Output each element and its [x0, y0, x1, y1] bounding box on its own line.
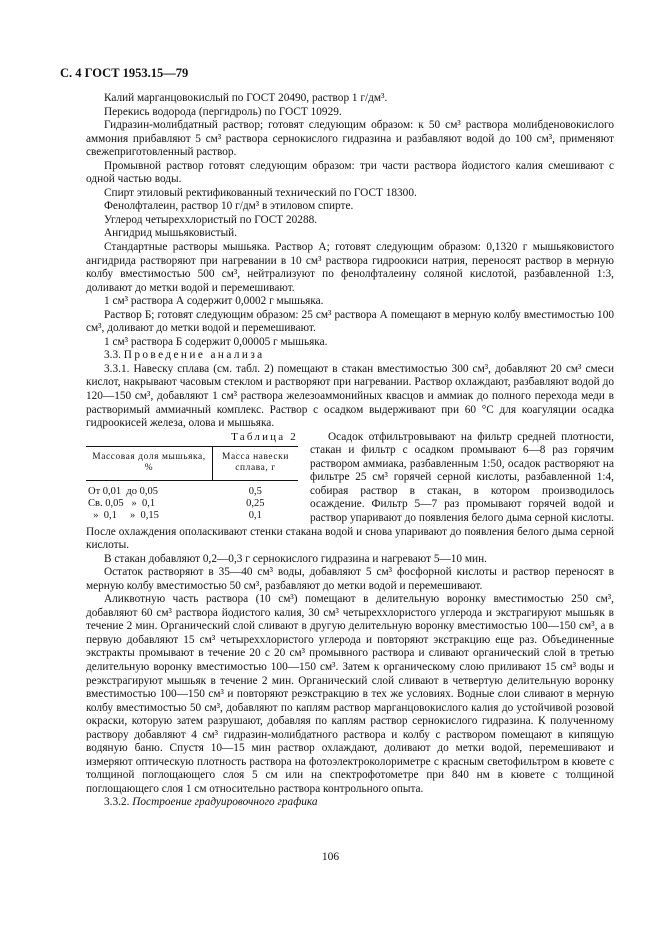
table-2 — [86, 431, 298, 522]
column-header: Масса навески сплава, г — [213, 446, 299, 480]
reagent-line: Перекись водорода (пергидроль) по ГОСТ 10929. — [104, 105, 342, 118]
table-cell: 0,5 — [248, 485, 262, 497]
paragraph: В стакан добавляют 0,2—0,3 г сернокислого гидразина и нагревают 5—10 мин. — [104, 552, 487, 565]
table-row — [86, 510, 298, 522]
paragraph: Остаток растворяют в 35—40 см³ воды, добавляют 5 см³ фосфорной кислоты и раствор переносят в мерную колбу вместимостью 50 см³, разбавляют до метки водой и перемешивают. — [86, 566, 614, 592]
paragraph: 3.3.1. Навеску сплава (см. табл. 2) помещают в стакан вместимостью 300 см³, добавляют 20 см³ смеси кислот, накрывают часовым стеклом и растворяют при нагревании. Раствор охлаждают, разбавляют водой до 120—150 см³, добавляют 1 см³ раствора железоаммонийных квасцов и аммиак до полного перехода меди в растворимый аммиачный комплекс. Раствор с осадком выдерживают при 60 °С для коагуляции осадка гидроокисей железа, олова и мышьяка. — [86, 362, 614, 430]
section-title: Построение градуировочного графика — [132, 796, 318, 809]
reagent-line: 1 см³ раствора А содержит 0,0002 г мышьяка. — [104, 295, 324, 308]
document-body — [86, 92, 614, 810]
reagent-line: Углерод четыреххлористый по ГОСТ 20288. — [104, 213, 318, 226]
table-cell: 0,1 — [248, 509, 262, 521]
section-title: Проведение анализа — [123, 349, 265, 362]
table-cell: От 0,01 до 0,05 — [88, 485, 159, 497]
paragraph: Аликвотную часть раствора (10 см³) помещают в делительную воронку вместимостью 250 см³, добавляют 60 см³ раствора йодистого калия, 30 см³ четыреххлористого углерода и экстрагируют мышьяк в течение 2 мин. Органический слой сливают в другую делительную воронку вместимостью 100—150 см³, а в первую добавляют 15 см³ четыреххлористого углерода и повторяют экстракцию еще раз. Объединенные экстракты промывают в течение 20 с 20 см³ промывного раствора и сливают органический слой в третью делительную воронку вместимостью 100—150 см³. Затем к органическому слою приливают 15 см³ воды и реэкстрагируют мышьяк в течение 2 мин. Органический слой сливают в четвертую делительную воронку вместимостью 100—150 см³ и повторяют реэкстракцию в тех же условиях. Водные слои сливают в мерную колбу вместимостью 50 см³, добавляют по каплям раствор марганцовокислого калия до устойчивой розовой окраски, которую затем разрушают, добавляя по каплям раствор сернокислого гидразина. К полученному раствору добавляют 4 см³ гидразин-молибдатного раствора и колбу с раствором помещают в кипящую водяную баню. Спустя 10—15 мин раствор охлаждают, доливают до метки водой, перемешивают и измеряют оптическую плотность раствора на фотоэлектроколориметре с красным светофильтром в кювете с толщиной поглощающего слоя 5 см или на спектрофотометре при 840 нм в кювете с толщиной поглощающего слоя 1 см относительно раствора контрольного опыта. — [86, 593, 614, 795]
reagent-line: Фенолфталеин, раствор 10 г/дм³ в этиловом спирте. — [104, 200, 354, 213]
reagent-line: Раствор Б; готовят следующим образом: 25 см³ раствора А помещают в мерную колбу вместимостью 100 см³, доливают до метки водой и перемешивают. — [86, 308, 614, 335]
data-table — [86, 446, 298, 522]
table-cell: 0,25 — [246, 497, 265, 509]
table-caption: Таблица 2 — [231, 430, 298, 443]
reagent-line: Спирт этиловый ректификованный технический по ГОСТ 18300. — [104, 186, 417, 199]
section-heading — [86, 349, 614, 363]
table-cell: » 0,1 » 0,15 — [88, 509, 159, 521]
section-heading — [86, 796, 614, 810]
reagent-line: Ангидрид мышьяковистый. — [104, 227, 238, 240]
section-number: 3.3. — [104, 349, 121, 362]
reagent-line: Гидразин-молибдатный раствор; готовят следующим образом: к 50 см³ раствора молибденовокислого аммония прибавляют 5 см³ раствора сернокислого гидразина и разбавляют водой до 100 см³, применяют свежеприготовленный раствор. — [86, 119, 614, 159]
reagent-line: 1 см³ раствора Б содержит 0,00005 г мышьяка. — [104, 335, 328, 348]
table-row — [86, 480, 298, 498]
column-header: Массовая доля мышьяка, % — [86, 446, 213, 480]
table-cell: Св. 0,05 » 0,1 — [88, 497, 156, 509]
reagent-line: Промывной раствор готовят следующим образом: три части раствора йодистого калия смешивают с одной частью воды. — [86, 159, 614, 186]
paragraph: Осадок отфильтровывают на фильтр средней плотности, стакан и фильтр с осадком промывают 6—8 раз горячим раствором аммиака, разбавленным 1:50, осадок растворяют на фильтре 25 см³ горячей серной кислоты, разбавленной 1:4, собирая раствор в стакан, в котором производилось осаждение. Фильтр 5—7 раз промывают горячей водой и раствор упаривают до появления белого дыма серной кислоты. После охлаждения ополаскивают стенки стакана водой и снова упаривают до появления белого дыма серной кислоты. — [86, 430, 614, 552]
reagent-line: Калий марганцовокислый по ГОСТ 20490, раствор 1 г/дм³. — [104, 92, 388, 104]
page-header: С. 4 ГОСТ 1953.15—79 — [60, 66, 189, 80]
reagent-line: Стандартные растворы мышьяка. Раствор А; готовят следующим образом: 0,1320 г мышьяковистого ангидрида растворяют при нагревании в 10 см³ раствора гидроокиси натрия, переносят раствор в мерную колбу вместимостью 500 см³, нейтрализуют по фенолфталеину соляной кислотой, разбавленной 1:3, доливают до метки водой и перемешивают. — [86, 241, 614, 294]
section-number: 3.3.2. — [104, 796, 130, 809]
page-number: 106 — [321, 851, 340, 863]
table-row — [86, 498, 298, 510]
table-header-row — [86, 446, 298, 480]
